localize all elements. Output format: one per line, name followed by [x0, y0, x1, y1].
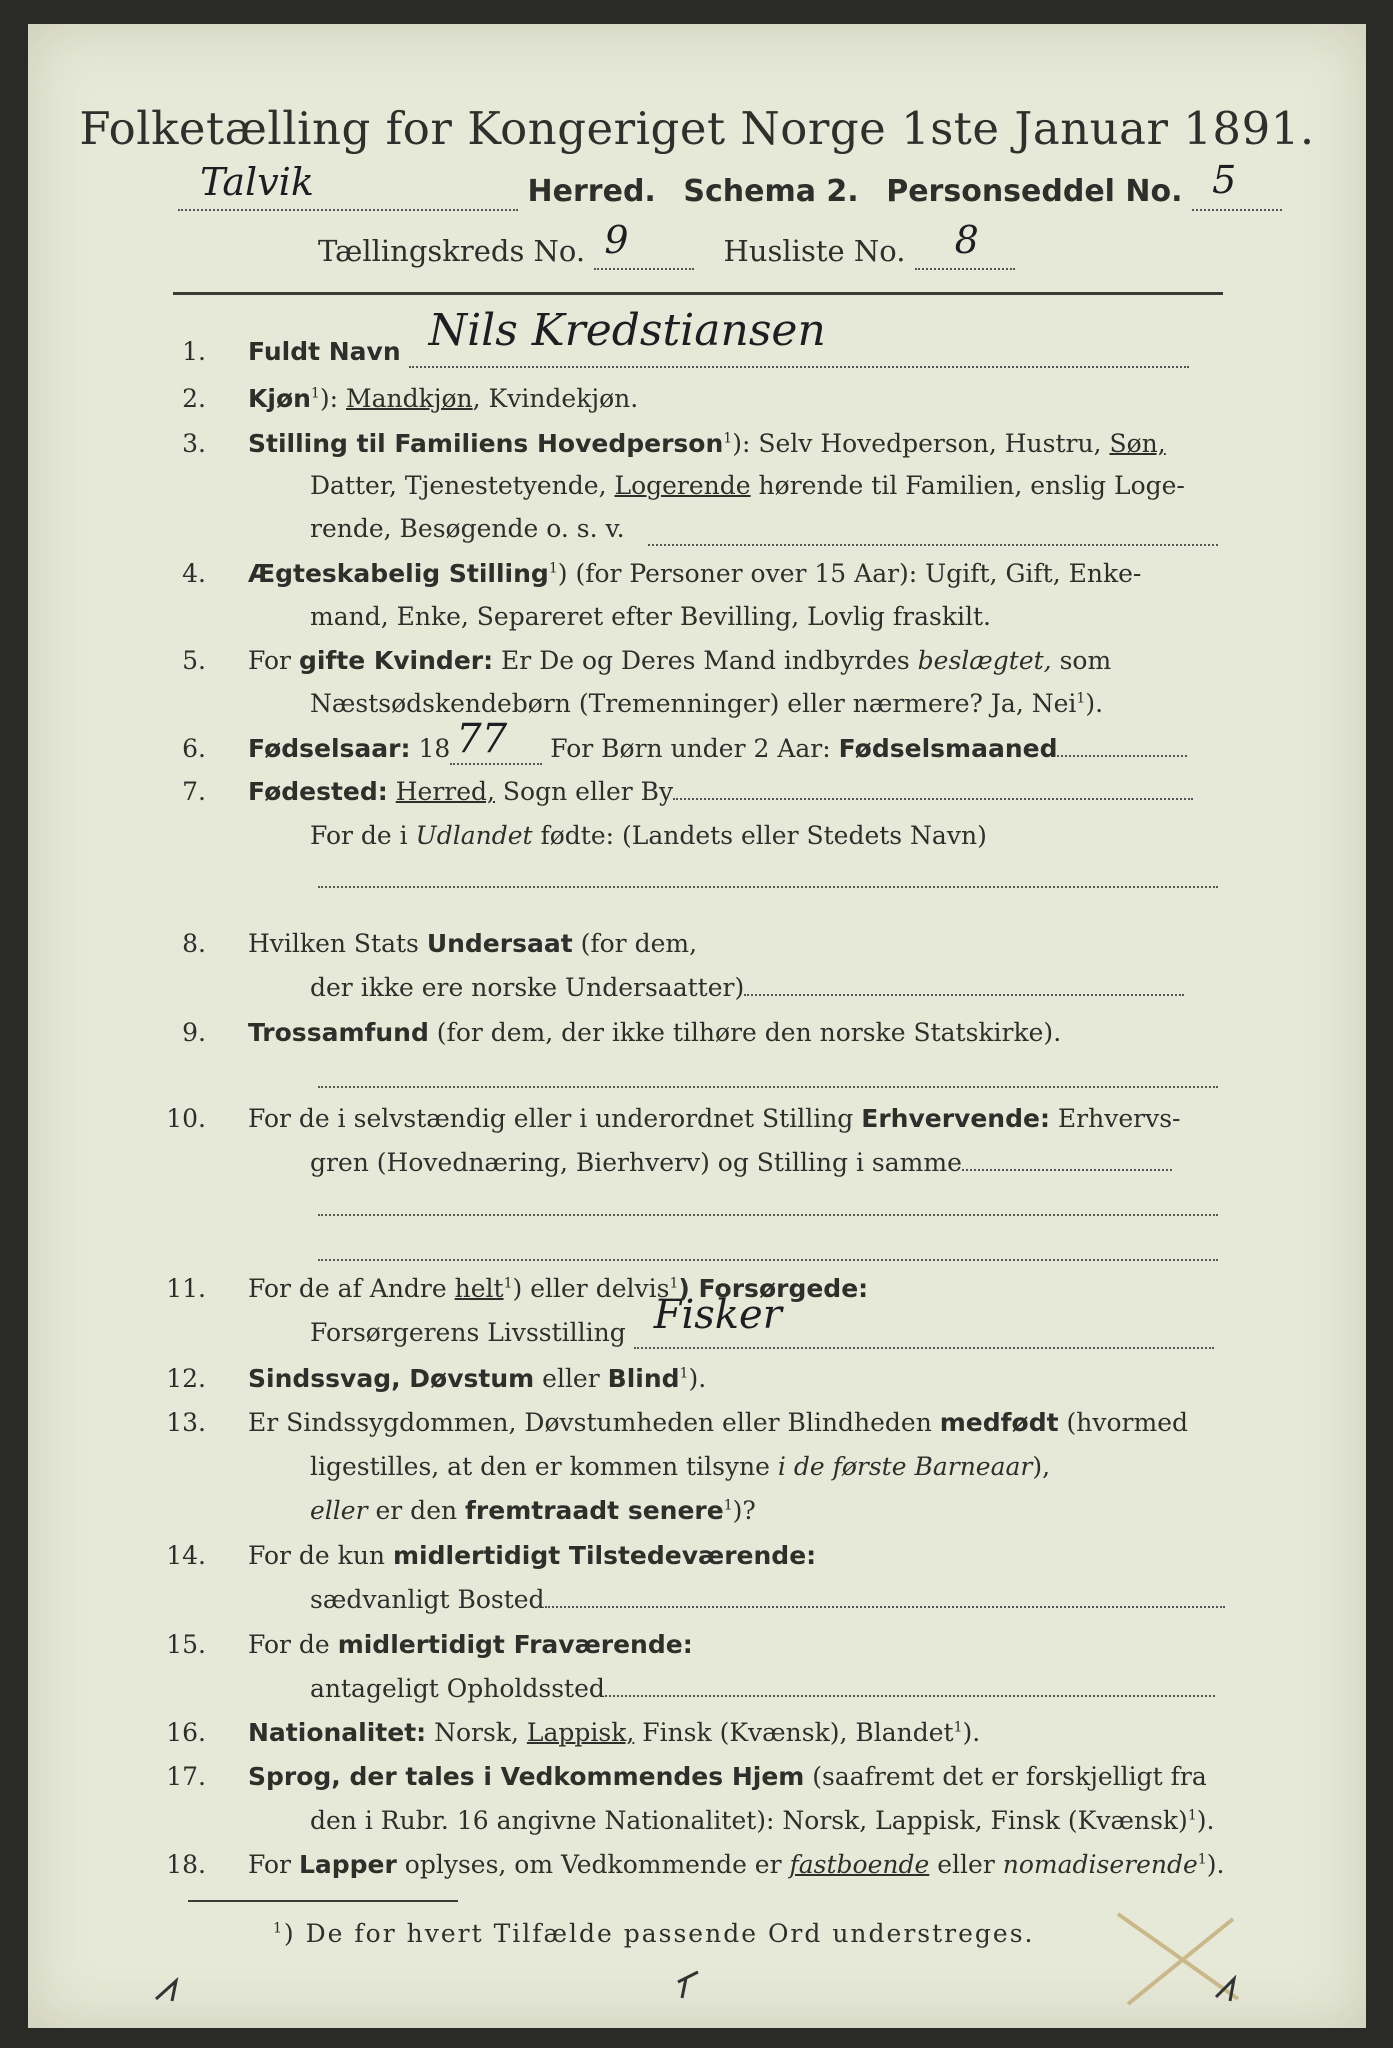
item-13-line-3 [310, 1496, 756, 1525]
item-10-dotline-b [318, 1259, 1218, 1261]
item-16-end: ). [962, 1718, 981, 1747]
item-10-text-1: Erhvervs- [1049, 1104, 1181, 1133]
item-9-label: Trossamfund [248, 1018, 429, 1047]
item-3-option-logerende: Logerende [614, 471, 751, 500]
item-7-number: 7. [182, 777, 206, 806]
item-3-text-1: ): Selv Hovedperson, Hustru, [732, 429, 1110, 458]
item-6-number: 6. [182, 734, 206, 763]
item-1-number: 1. [182, 337, 206, 366]
item-7-text-2a: For de i [310, 821, 416, 850]
item-2-text-a: ): [319, 384, 346, 413]
item-10-pre: For de i selvstændig eller i underordnet Stilling [248, 1104, 862, 1133]
item-17-line-2: den i Rubr. 16 angivne Nationalitet): Norsk, Lappisk, Finsk (Kvænsk)$^1$). [310, 1806, 1215, 1835]
item-11-sup-b: 1 [669, 1275, 679, 1292]
kreds-value: 9 [604, 218, 629, 262]
item-5-line-1 [248, 646, 1111, 675]
item-7-line-1 [248, 777, 1193, 806]
item-8-pre: Hvilken Stats [248, 929, 427, 958]
item-3-text-3: rende, Besøgende o. s. v. [310, 514, 625, 543]
item-13-label-2: fremtraadt senere [465, 1496, 724, 1525]
item-6-label: Fødselsaar: [248, 734, 411, 763]
schema-label: Schema 2. [683, 174, 859, 209]
item-12-mid: eller [534, 1364, 608, 1393]
item-9-dotline [318, 1086, 1218, 1088]
item-10-number: 10. [166, 1104, 206, 1133]
footnote-rule [188, 1900, 458, 1902]
item-17-number: 17. [166, 1762, 206, 1791]
item-4-sup: 1 [548, 560, 558, 577]
item-11-value: Fisker [653, 1292, 782, 1338]
item-18-text-a: oplyses, om Vedkommende er [396, 1850, 790, 1879]
item-3-text-2b: hørende til Familien, enslig Loge- [750, 471, 1185, 500]
item-2-option-mandkjon: Mandkjøn [345, 384, 473, 413]
item-15-label: midlertidigt Fraværende: [337, 1630, 693, 1659]
item-8-text-1: (for dem, [572, 929, 698, 958]
item-1-label: Fuldt Navn [248, 337, 401, 366]
item-17-sup: 1 [1187, 1807, 1197, 1824]
item-4-label: Ægteskabelig Stilling [248, 559, 549, 588]
item-16 [248, 1718, 980, 1747]
item-9-number: 9. [182, 1018, 206, 1047]
header-rule [173, 292, 1223, 295]
item-14-line-2 [310, 1585, 1225, 1614]
item-18-number: 18. [166, 1850, 206, 1879]
item-11-line-2 [310, 1292, 1214, 1349]
item-13-text-1b: (hvormed [1058, 1408, 1188, 1437]
tick-mark-right [1208, 1969, 1248, 2009]
husliste-label: Husliste No. [723, 234, 906, 268]
item-6-mid: For Børn under 2 Aar: [550, 734, 839, 763]
item-7-text: Sogn eller By [494, 777, 674, 806]
form-title: Folketælling for Kongeriget Norge 1ste Januar 1891. [79, 102, 1315, 155]
item-5-beslaegtet: beslægtet, [917, 646, 1052, 675]
item-13-label: medfødt [939, 1408, 1059, 1437]
item-2-sup: 1 [310, 385, 320, 402]
item-15-number: 15. [166, 1630, 206, 1659]
item-7-line-2 [310, 821, 987, 850]
footnote [273, 1919, 1034, 1948]
item-8-line-1 [248, 929, 697, 958]
item-1 [248, 305, 1189, 368]
item-5-line-2: Næstsødskendebørn (Tremenninger) eller nærmere? Ja, Nei$^1$). [310, 689, 1104, 718]
item-4-number: 4. [182, 559, 206, 588]
kreds-line [318, 218, 1015, 270]
footnote-text: ) De for hvert Tilfælde passende Ord understreges. [283, 1919, 1035, 1948]
item-14-text-2: sædvanligt Bosted [310, 1585, 545, 1614]
item-3-line-3 [310, 514, 625, 543]
personseddel-value: 5 [1212, 158, 1237, 202]
item-11-label: ) Forsørgede: [678, 1274, 869, 1303]
item-7-udlandet: Udlandet [415, 821, 533, 850]
item-13-number: 13. [166, 1408, 206, 1437]
item-7-option-herred: Herred, [395, 777, 495, 806]
item-17-text-2: den i Rubr. 16 angivne Nationalitet): Norsk, Lappisk, Finsk (Kvænsk) [310, 1806, 1188, 1835]
item-18-sup: 1 [1197, 1851, 1207, 1868]
item-5-sup: 1 [1076, 690, 1086, 707]
item-15-line-1 [248, 1630, 693, 1659]
item-6-value: 77 [456, 716, 508, 762]
herred-line [178, 158, 1282, 211]
item-5-text-2: Næstsødskendebørn (Tremenninger) eller nærmere? Ja, Nei [310, 689, 1077, 718]
item-12 [248, 1364, 706, 1393]
item-14-pre: For de kun [248, 1541, 393, 1570]
item-2-label: Kjøn [248, 384, 311, 413]
item-5-number: 5. [182, 646, 206, 675]
item-3-dotline [648, 544, 1218, 546]
item-12-number: 12. [166, 1364, 206, 1393]
item-10-line-1 [248, 1104, 1180, 1133]
item-16-text-b: Finsk (Kvænsk), Blandet [634, 1718, 954, 1747]
item-13-text-2b: ), [1032, 1452, 1051, 1481]
item-11-mid: ) eller delvis [512, 1274, 670, 1303]
item-3-number: 3. [182, 429, 206, 458]
item-4-text-2: mand, Enke, Separeret efter Bevilling, Lovlig fraskilt. [310, 602, 991, 631]
item-14-number: 14. [166, 1541, 206, 1570]
item-18-nomadiserende: nomadiserende [1002, 1850, 1198, 1879]
item-8-line-2 [310, 973, 1184, 1002]
item-18-text-b: eller [929, 1850, 1003, 1879]
item-4-line-1 [248, 559, 1141, 588]
husliste-value: 8 [954, 218, 979, 262]
item-18-end: ). [1206, 1850, 1225, 1879]
item-18-pre: For [248, 1850, 299, 1879]
item-9-text: (for dem, der ikke tilhøre den norske Statskirke). [428, 1018, 1062, 1047]
item-3-label: Stilling til Familiens Hovedperson [248, 429, 724, 458]
item-5-text-1a: Er De og Deres Mand indbyrdes [493, 646, 918, 675]
item-11-option-helt: helt [454, 1274, 504, 1303]
item-2-text-b: , Kvindekjøn. [472, 384, 639, 413]
item-6-label-2: Fødselsmaaned [838, 734, 1058, 763]
item-5-text-1b: som [1051, 646, 1112, 675]
item-12-label: Sindssvag, Døvstum [248, 1364, 535, 1393]
item-3-line-2 [310, 471, 1185, 500]
item-16-text-a: Norsk, [426, 1718, 527, 1747]
item-18-label: Lapper [298, 1850, 397, 1879]
item-17-label: Sprog, der tales i Vedkommendes Hjem [248, 1762, 805, 1791]
item-16-option-lappisk: Lappisk, [526, 1718, 635, 1747]
kreds-label: Tællingskreds No. [318, 234, 586, 268]
item-18 [248, 1850, 1224, 1879]
footnote-sup: 1 [273, 1920, 284, 1937]
item-10-line-2 [310, 1148, 1172, 1177]
tick-mark-left [148, 1969, 188, 2009]
item-8-text-2: der ikke ere norske Undersaatter) [310, 973, 745, 1002]
item-2-number: 2. [182, 384, 206, 413]
item-11-sup-a: 1 [503, 1275, 513, 1292]
item-12-end: ). [688, 1364, 707, 1393]
census-form-sheet [28, 24, 1366, 2028]
item-9 [248, 1018, 1061, 1047]
item-3-text-2a: Datter, Tjenestetyende, [310, 471, 615, 500]
item-13-text-2i: i de første Barneaar [777, 1452, 1033, 1481]
item-16-number: 16. [166, 1718, 206, 1747]
item-13-text-3a: er den [367, 1496, 466, 1525]
item-13-sup: 1 [723, 1497, 733, 1514]
item-13-line-2 [310, 1452, 1050, 1481]
item-8-number: 8. [182, 929, 206, 958]
item-10-text-2: gren (Hovednæring, Bierhverv) og Stilling i samme [310, 1148, 962, 1177]
item-3-line-1 [248, 429, 1166, 458]
item-5-label: gifte Kvinder: [298, 646, 494, 675]
item-2 [248, 384, 638, 413]
item-10-dotline-a [318, 1214, 1218, 1216]
item-3-sup: 1 [723, 430, 733, 447]
item-5-pre: For [248, 646, 299, 675]
item-13-text-3b: )? [732, 1496, 756, 1525]
item-14-line-1 [248, 1541, 816, 1570]
item-4-text-1: ) (for Personer over 15 Aar): Ugift, Gift, Enke- [557, 559, 1142, 588]
item-10-label: Erhvervende: [861, 1104, 1050, 1133]
item-6-prefix: 18 [410, 734, 451, 763]
item-16-sup: 1 [953, 1719, 963, 1736]
item-12-label-2: Blind [607, 1364, 680, 1393]
item-6 [248, 716, 1187, 765]
item-7-dotline [318, 886, 1218, 888]
item-17-line-1 [248, 1762, 1207, 1791]
item-15-line-2 [310, 1674, 1215, 1703]
item-4-line-2 [310, 602, 991, 631]
item-11-text-2: Forsørgerens Livsstilling [310, 1318, 626, 1347]
item-7-text-2b: fødte: (Landets eller Stedets Navn) [532, 821, 987, 850]
item-15-text-2: antageligt Opholdssted [310, 1674, 605, 1703]
item-7-label: Fødested: [248, 777, 388, 806]
item-18-option-fastboende: fastboende [789, 1850, 930, 1879]
herred-value: Talvik [200, 160, 314, 204]
item-16-label: Nationalitet: [248, 1718, 427, 1747]
item-13-text-2a: ligestilles, at den er kommen tilsyne [310, 1452, 778, 1481]
herred-label: Herred. [527, 174, 656, 209]
item-3-option-son: Søn, [1109, 429, 1166, 458]
item-11-pre: For de af Andre [248, 1274, 455, 1303]
item-8-label: Undersaat [426, 929, 573, 958]
item-14-label: midlertidigt Tilstedeværende: [392, 1541, 817, 1570]
personseddel-label: Personseddel No. [886, 174, 1183, 209]
item-1-value: Nils Kredstiansen [428, 305, 826, 356]
item-13-line-1 [248, 1408, 1188, 1437]
item-17-text-1: (saafremt det er forskjelligt fra [804, 1762, 1207, 1791]
item-15-pre: For de [248, 1630, 338, 1659]
item-13-text-3i: eller [310, 1496, 368, 1525]
item-12-sup: 1 [679, 1365, 689, 1382]
tick-mark-middle [668, 1964, 708, 2004]
item-11-number: 11. [166, 1274, 206, 1303]
item-13-text-1a: Er Sindssygdommen, Døvstumheden eller Blindheden [248, 1408, 940, 1437]
